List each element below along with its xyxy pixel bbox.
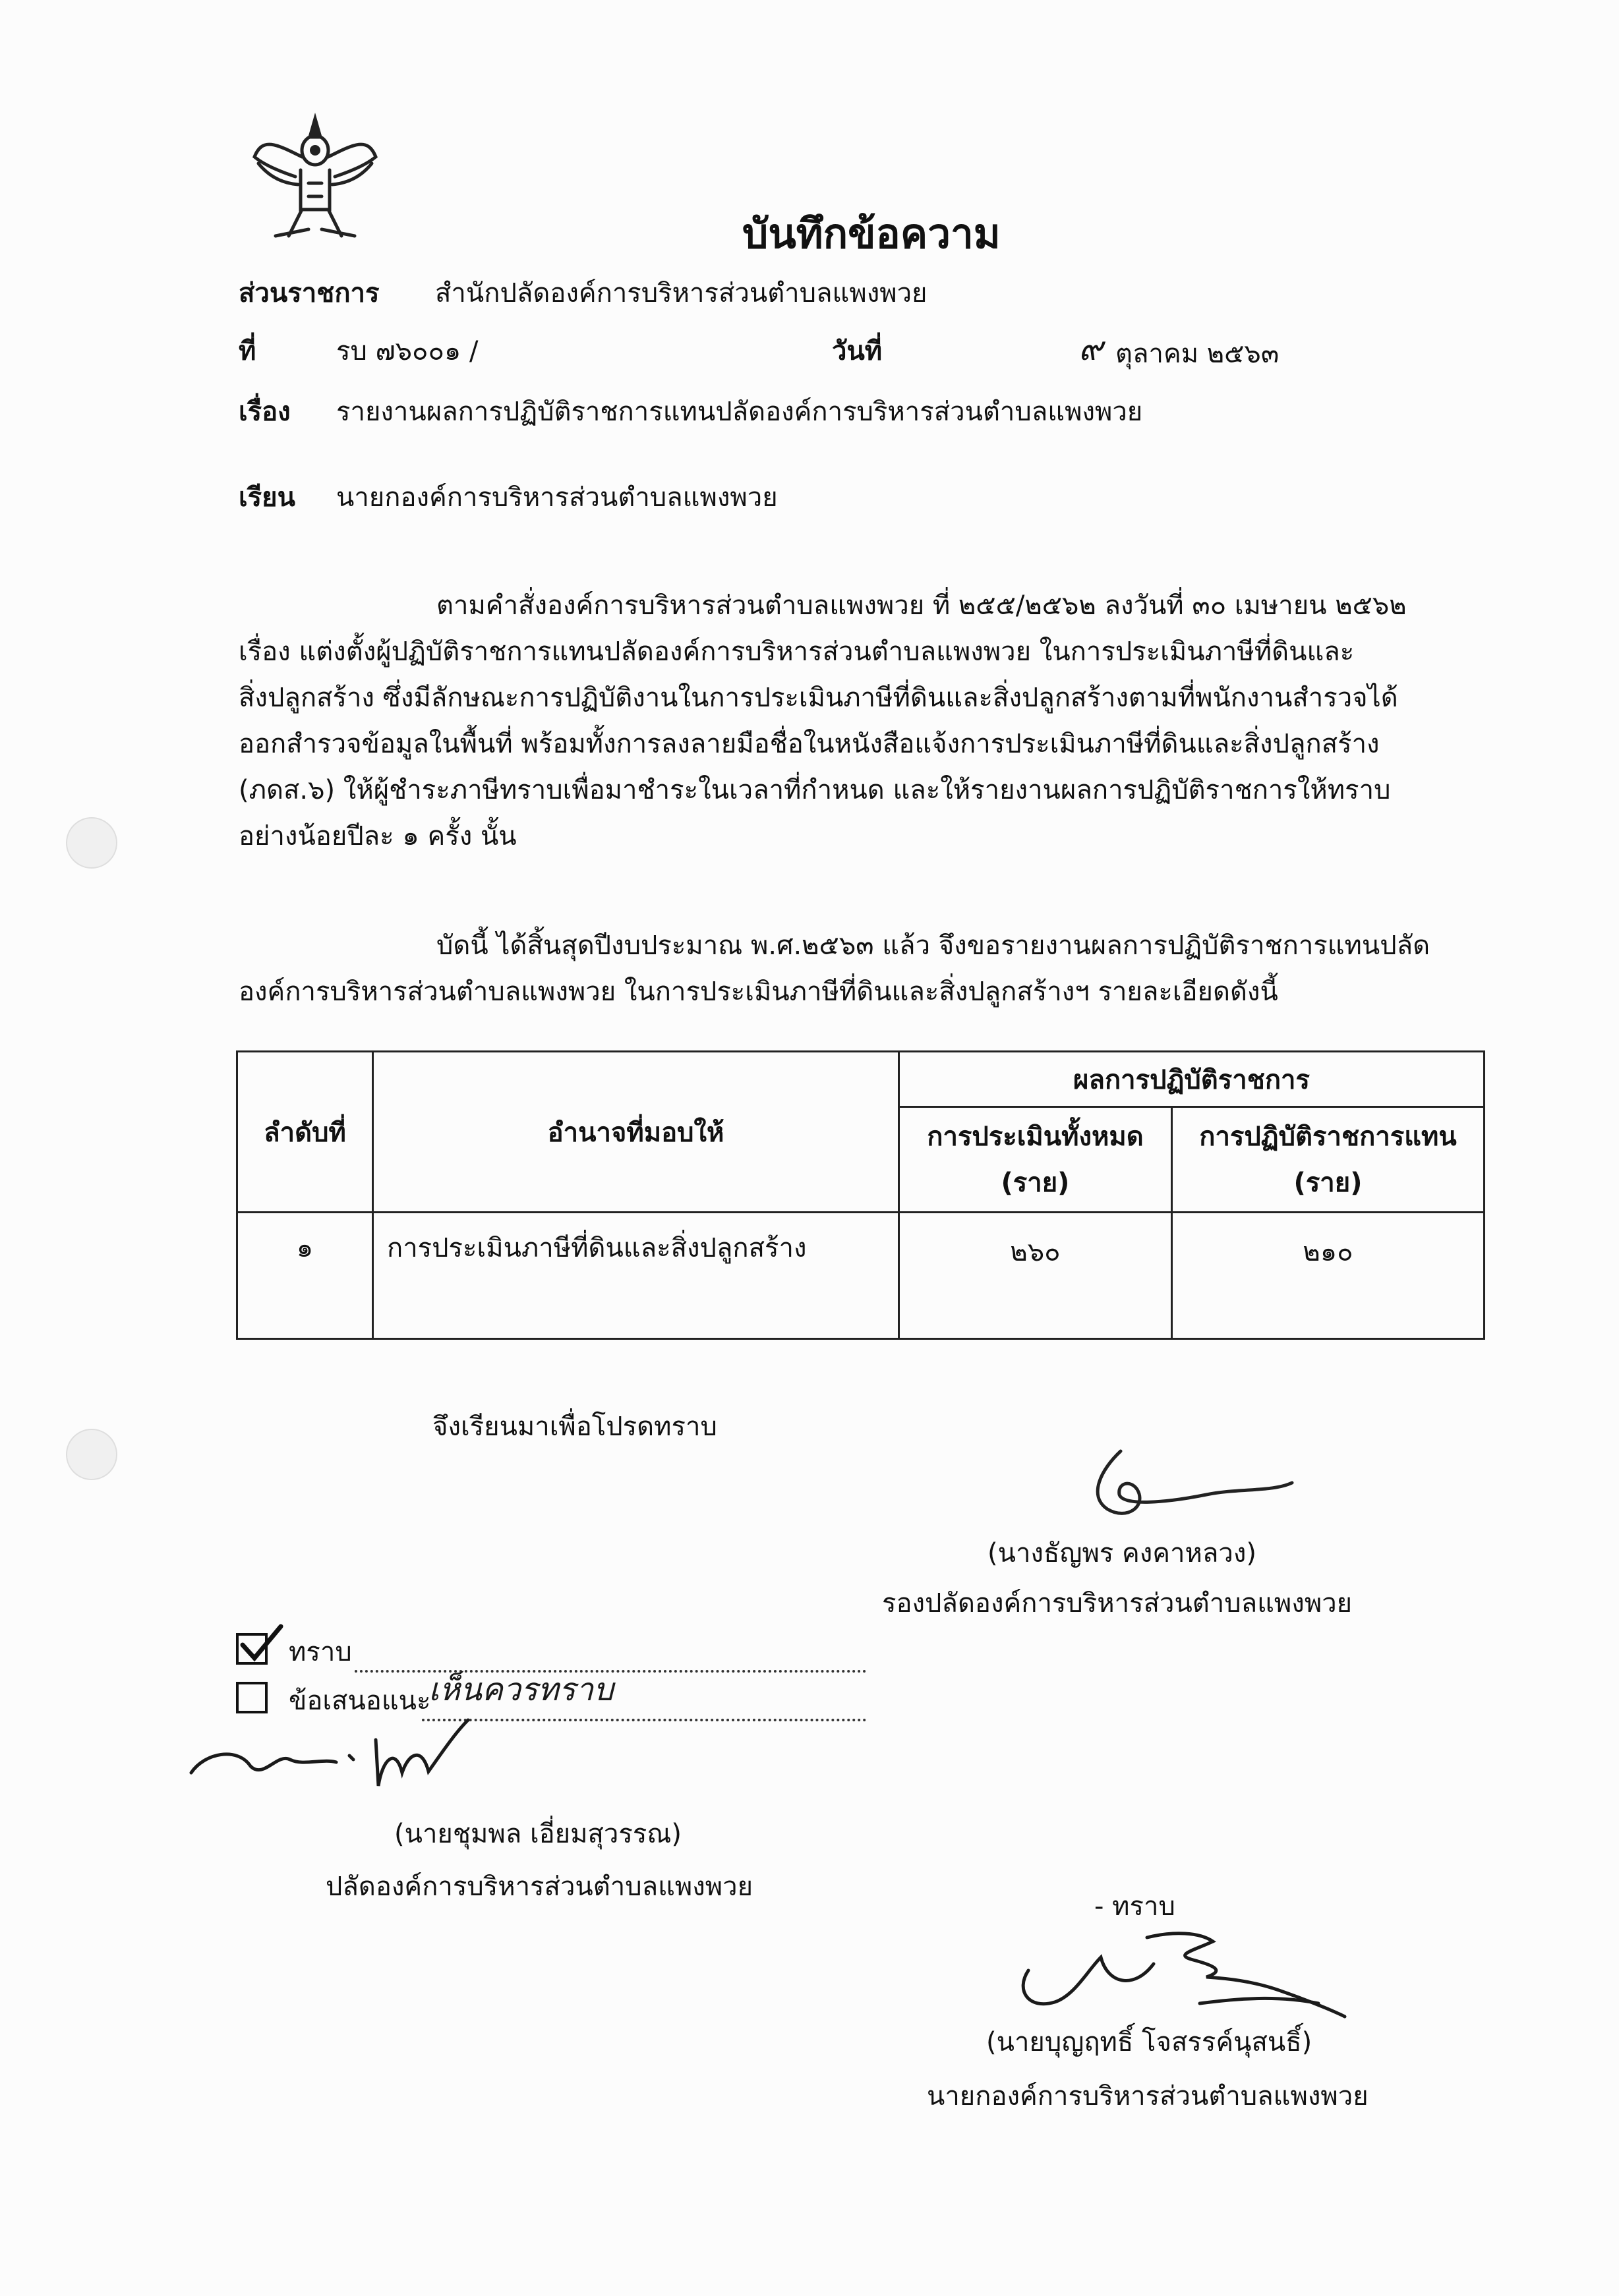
header-total-line1: การประเมินทั้งหมด [927, 1121, 1144, 1152]
signer1-name: (นางธัญพร คงคาหลวง) [987, 1538, 1256, 1568]
header-no: ลำดับที่ [237, 1052, 373, 1213]
signature-2 [178, 1707, 521, 1819]
paragraph-line: องค์การบริหารส่วนตำบลแพงพวย ในการประเมินภาษีที่ดินและสิ่งปลูกสร้างฯ รายละเอียดดังนี้ [239, 977, 1278, 1007]
body-paragraph-1 [239, 583, 1478, 859]
memo-title: บันทึกข้อความ [742, 210, 1001, 258]
date-day-handwritten: ๙ [1078, 330, 1103, 368]
row-no: ๑ [237, 1213, 373, 1339]
final-ack: - ทราบ [1094, 1891, 1175, 1922]
header-result: ผลการปฏิบัติราชการ [899, 1052, 1485, 1107]
body-paragraph-2 [239, 923, 1478, 1015]
ref-label: ที่ [239, 336, 256, 366]
signature-1 [1074, 1443, 1299, 1529]
signature-3 [1002, 1918, 1371, 2030]
paragraph-line: ออกสำรวจข้อมูลในพื้นที่ พร้อมทั้งการลงลายมือชื่อในหนังสือแจ้งการประเมินภาษีที่ดินและสิ่งปลูกสร้าง [239, 729, 1380, 759]
header-acting [1172, 1107, 1485, 1213]
row-acting: ๒๑๐ [1172, 1213, 1485, 1339]
header-total-line2: (ราย) [1001, 1167, 1070, 1198]
row-power: การประเมินภาษีที่ดินและสิ่งปลูกสร้าง [373, 1213, 899, 1339]
dept-value: สำนักปลัดองค์การบริหารส่วนตำบลแพงพวย [435, 278, 927, 308]
paragraph-line: เรื่อง แต่งตั้งผู้ปฏิบัติราชการแทนปลัดองค์การบริหารส่วนตำบลแพงพวย ในการประเมินภาษีที่ดินและ [239, 637, 1355, 667]
to-label: เรียน [239, 482, 295, 513]
paragraph-line: อย่างน้อยปีละ ๑ ครั้ง นั้น [239, 821, 517, 851]
subject-value: รายงานผลการปฏิบัติราชการแทนปลัดองค์การบริหารส่วนตำบลแพงพวย [336, 397, 1143, 427]
header-acting-line2: (ราย) [1293, 1167, 1363, 1198]
paragraph-line: บัดนี้ ได้สิ้นสุดปีงบประมาณ พ.ศ.๒๕๖๓ แล้ว จึงขอรายงานผลการปฏิบัติราชการแทนปลัด [436, 931, 1430, 961]
table-row [237, 1213, 1485, 1339]
signer3-position: นายกองค์การบริหารส่วนตำบลแพงพวย [927, 2081, 1369, 2111]
punch-hole-bottom [66, 1429, 117, 1480]
checkmark-icon [237, 1622, 283, 1666]
header-acting-line1: การปฏิบัติราชการแทน [1199, 1121, 1457, 1152]
header-power: อำนาจที่มอบให้ [373, 1052, 899, 1213]
date-value: ตุลาคม ๒๕๖๓ [1115, 339, 1280, 369]
paragraph-line: ตามคำสั่งองค์การบริหารส่วนตำบลแพงพวย ที่ ๒๕๕/๒๕๖๒ ลงวันที่ ๓๐ เมษายน ๒๕๖๒ [436, 590, 1407, 621]
signer3-name: (นายบุญฤทธิ์ โจสรรค์นุสนธิ์) [986, 2027, 1312, 2057]
date-label: วันที่ [832, 336, 883, 366]
signer2-position: ปลัดองค์การบริหารส่วนตำบลแพงพวย [326, 1872, 753, 1902]
ack-label: ทราบ [289, 1637, 352, 1667]
paragraph-line: สิ่งปลูกสร้าง ซึ่งมีลักษณะการปฏิบัติงานในการประเมินภาษีที่ดินและสิ่งปลูกสร้างตามที่พนักงานสำรวจได้ [239, 683, 1398, 713]
dept-label: ส่วนราชการ [239, 278, 380, 308]
closing-text: จึงเรียนมาเพื่อโปรดทราบ [432, 1412, 717, 1442]
ref-value: รบ ๗๖๐๐๑ / [336, 336, 479, 366]
signer1-position: รองปลัดองค์การบริหารส่วนตำบลแพงพวย [882, 1588, 1353, 1619]
subject-label: เรื่อง [239, 397, 291, 427]
header-total [899, 1107, 1172, 1213]
results-table [236, 1050, 1485, 1340]
garuda-emblem-icon [249, 111, 381, 249]
signer2-name: (นายชุมพล เอี่ยมสุวรรณ) [394, 1819, 682, 1849]
suggest-label: ข้อเสนอแนะ [289, 1686, 431, 1716]
punch-hole-top [66, 817, 117, 869]
paragraph-line: (ภดส.๖) ให้ผู้ชำระภาษีทราบเพื่อมาชำระในเวลาที่กำหนด และให้รายงานผลการปฏิบัติราชการให้ทราบ [239, 775, 1391, 805]
handwritten-note: เห็นควรทราบ [428, 1671, 614, 1708]
to-value: นายกองค์การบริหารส่วนตำบลแพงพวย [336, 482, 778, 513]
row-total: ๒๖๐ [899, 1213, 1172, 1339]
